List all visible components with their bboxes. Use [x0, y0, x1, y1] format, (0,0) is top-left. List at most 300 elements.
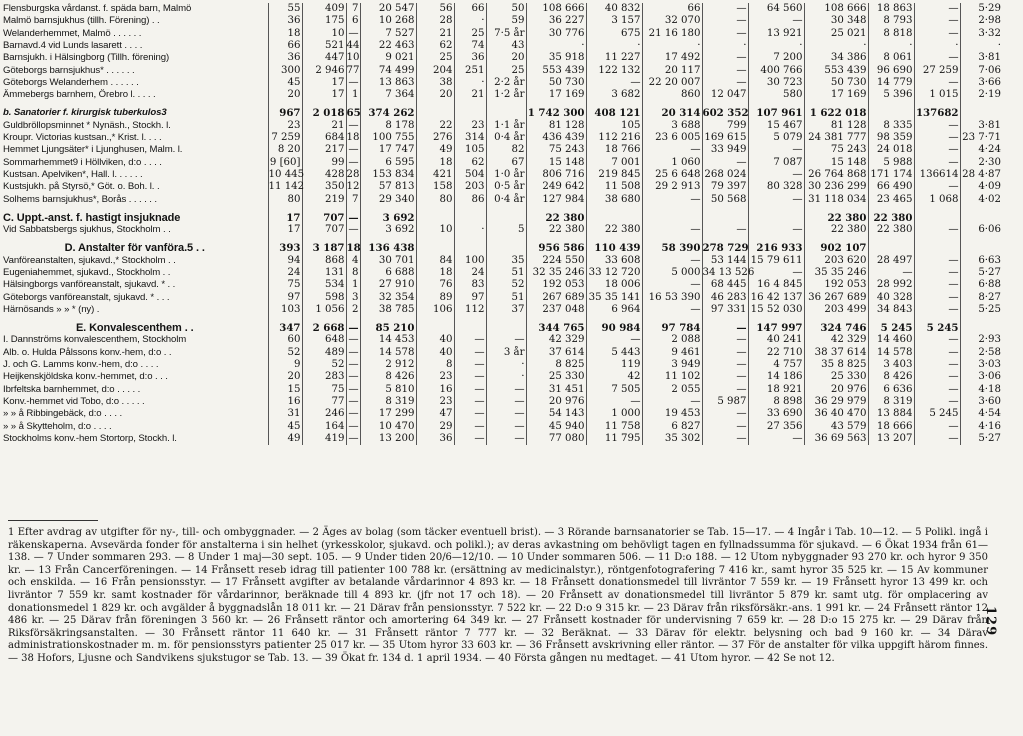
table-cell: 35 918	[526, 52, 586, 64]
table-cell: 8 319	[360, 396, 416, 408]
table-cell: 23 465	[868, 193, 914, 205]
table-cell: 7 527	[360, 28, 416, 40]
table-cell: 217	[302, 144, 346, 156]
table-cell: 1 742 300	[527, 107, 585, 120]
table-cell: 4·02	[978, 193, 1001, 205]
table-cell: 62	[416, 40, 454, 52]
table-cell: 25 330	[526, 371, 586, 383]
table-cell: 31 118 034	[804, 193, 868, 205]
table-row	[0, 255, 1002, 267]
table-cell: 2·19	[978, 89, 1001, 101]
table-cell: 707	[302, 212, 346, 224]
table-cell: 4·54	[978, 408, 1001, 420]
table-cell: 7 087	[748, 157, 804, 169]
statistics-table	[0, 3, 1002, 445]
table-cell: 97	[454, 292, 486, 304]
table-cell: 374 262	[360, 107, 416, 119]
table-cell	[960, 107, 1002, 119]
table-row	[0, 384, 1002, 396]
table-row	[0, 267, 1002, 279]
table-cell: 6·88	[978, 279, 1001, 291]
table-cell: 52	[268, 347, 302, 359]
table-cell: 66	[642, 3, 702, 15]
table-cell: 7 001	[586, 157, 642, 169]
table-cell: —	[346, 224, 360, 236]
table-cell: 3 157	[586, 15, 642, 27]
table-cell: 9 [60]	[269, 156, 301, 168]
table-cell: 33 12 720	[586, 267, 642, 279]
table-cell: 43	[486, 40, 526, 52]
table-cell	[748, 212, 804, 224]
table-cell: 3·06	[978, 371, 1001, 383]
table-cell: 32 070	[642, 15, 702, 27]
table-cell: —	[642, 304, 702, 316]
table-cell: 29 2 913	[642, 181, 702, 193]
table-row	[0, 181, 1002, 193]
table-cell: —	[868, 267, 914, 279]
table-cell: —	[702, 347, 748, 359]
institution-name: Göteborgs barnsjukhus* . . . . . .	[0, 64, 268, 76]
table-cell: 3 år	[486, 347, 526, 359]
table-cell: 7·06	[978, 64, 1001, 76]
table-cell: 251	[454, 64, 486, 76]
table-cell: —	[642, 396, 702, 408]
table-cell: —	[914, 28, 960, 40]
table-cell: ·	[997, 39, 1001, 51]
table-cell: 36 69 563	[804, 433, 868, 445]
institution-name: Ibrfeltska barnhemmet, d:o . . . . .	[0, 384, 268, 396]
table-cell: —	[346, 77, 360, 89]
table-cell: 1 622 018	[804, 107, 868, 119]
table-cell: 421	[416, 169, 454, 181]
table-cell: 868	[302, 255, 346, 267]
table-cell: 6 636	[868, 384, 914, 396]
table-cell: 18	[268, 28, 302, 40]
table-cell: 17 299	[360, 408, 416, 420]
table-cell: 18 863	[868, 3, 914, 15]
table-cell: —	[914, 224, 960, 236]
table-cell: 119	[586, 359, 642, 371]
table-cell: 34 386	[804, 52, 868, 64]
section-total-row	[0, 107, 1002, 119]
table-cell: 447	[302, 52, 346, 64]
table-cell: 3·81	[978, 52, 1001, 64]
table-row	[0, 132, 1002, 144]
table-cell: 8 178	[360, 120, 416, 132]
table-row	[0, 89, 1002, 101]
table-cell: 16 42 137	[748, 292, 804, 304]
table-cell: 42 329	[526, 334, 586, 346]
table-cell: 36 40 470	[804, 408, 868, 420]
table-cell: 1	[346, 89, 360, 101]
table-cell: 97	[268, 292, 302, 304]
table-cell: 3 688	[642, 120, 702, 132]
table-cell: 107 961	[748, 107, 804, 119]
table-cell: 17 747	[360, 144, 416, 156]
table-cell: 13 863	[360, 77, 416, 89]
section-total-row	[0, 242, 1002, 254]
table-cell: 8 335	[868, 120, 914, 132]
table-cell: —	[748, 433, 804, 445]
table-cell: 30 348	[804, 15, 868, 27]
table-cell: 54 143	[526, 408, 586, 420]
table-cell: 64 560	[748, 3, 804, 15]
table-cell: 15 52 030	[748, 304, 804, 316]
table-cell: 5 443	[586, 347, 642, 359]
table-cell: 67	[486, 157, 526, 169]
institution-name: Hälsingborgs vanföreanstalt, sjukavd. * . .	[0, 279, 268, 291]
table-row	[0, 120, 1002, 132]
table-cell: 136614	[914, 169, 960, 181]
table-cell: —	[914, 144, 960, 156]
institution-name: Göteborgs vanföreanstalt, sjukavd. * . . .	[0, 292, 268, 304]
table-cell: 489	[302, 347, 346, 359]
table-cell: 16	[416, 384, 454, 396]
table-cell: 428	[302, 169, 346, 181]
table-cell: 249 642	[526, 181, 586, 193]
table-cell: 1 068	[914, 193, 960, 205]
table-cell: —	[914, 255, 960, 267]
table-cell: 4·24	[978, 144, 1001, 156]
table-cell: 598	[302, 292, 346, 304]
table-cell: 171 174	[868, 169, 914, 181]
table-cell: 20	[268, 89, 302, 101]
table-cell: 108 666	[804, 3, 868, 15]
table-cell: —	[702, 15, 748, 27]
table-cell: ·	[642, 40, 702, 52]
table-cell: 38 680	[586, 193, 642, 205]
table-cell: 1·2 år	[486, 89, 526, 101]
table-cell: 99	[302, 157, 346, 169]
table-cell: —	[702, 421, 748, 433]
table-cell: 52	[486, 279, 526, 291]
table-cell: 25 6 648	[642, 169, 702, 181]
table-cell: 2 946	[302, 64, 346, 76]
table-cell: —	[346, 144, 360, 156]
table-cell: 7 259	[268, 132, 302, 144]
table-cell: —	[914, 267, 960, 279]
table-cell: 707	[302, 224, 346, 236]
table-cell: 42	[586, 371, 642, 383]
table-cell: 105	[454, 144, 486, 156]
table-row	[0, 15, 1002, 27]
table-cell: 14 779	[868, 77, 914, 89]
table-cell: 219	[302, 193, 346, 205]
table-cell: 51	[486, 292, 526, 304]
table-cell: ·	[454, 224, 486, 236]
table-cell: 75	[268, 279, 302, 291]
table-cell: 75	[302, 384, 346, 396]
table-cell: 9	[268, 359, 302, 371]
table-cell: 408 121	[586, 107, 642, 119]
table-cell: 14 186	[748, 371, 804, 383]
table-cell: 11 102	[642, 371, 702, 383]
table-cell: 219 845	[586, 169, 642, 181]
table-cell: —	[702, 52, 748, 64]
table-cell: 3 692	[360, 224, 416, 236]
table-cell: —	[346, 347, 360, 359]
table-cell: —	[748, 15, 804, 27]
table-cell: —	[702, 77, 748, 89]
table-cell: 393	[268, 242, 302, 254]
table-cell: —	[702, 28, 748, 40]
table-cell: 16	[268, 396, 302, 408]
table-cell: 967	[268, 107, 302, 119]
table-cell: 7	[346, 3, 360, 15]
table-cell: 22 380	[868, 224, 914, 236]
table-cell: 2 088	[642, 334, 702, 346]
institution-name: Konv.-hemmet vid Tobo, d:o . . . . .	[0, 396, 268, 408]
table-row	[0, 64, 1002, 76]
table-cell: 4·09	[978, 181, 1001, 193]
table-cell: 3 692	[360, 212, 416, 224]
table-cell: 8 793	[868, 15, 914, 27]
table-cell: 18	[346, 242, 361, 255]
table-cell: 13 921	[748, 28, 804, 40]
table-cell: 13 207	[868, 433, 914, 445]
table-cell: 8 898	[748, 396, 804, 408]
table-cell: 400 766	[748, 64, 804, 76]
table-cell: 42 329	[804, 334, 868, 346]
table-cell: —	[346, 421, 360, 433]
table-cell: 62	[454, 157, 486, 169]
table-cell: 80 328	[748, 181, 804, 193]
table-cell: 32 35 246	[526, 267, 586, 279]
institution-name: » » å Ribbingebäck, d:o . . . .	[0, 408, 268, 420]
table-cell: 8·27	[978, 291, 1001, 303]
table-cell: 21	[302, 120, 346, 132]
table-cell: 18	[416, 157, 454, 169]
table-cell: 28	[416, 15, 454, 27]
table-cell: 18 921	[748, 384, 804, 396]
institution-name: D. Anstalter för vanföra.5 . .	[0, 242, 268, 254]
table-cell: 799	[702, 120, 748, 132]
table-cell: 20	[268, 371, 302, 383]
table-cell: 8 426	[868, 371, 914, 383]
table-cell	[586, 212, 642, 224]
institution-name: J. och G. Lamms konv.-hem, d:o . . . .	[0, 359, 268, 371]
table-cell: 37	[486, 304, 526, 316]
table-cell: 806 716	[526, 169, 586, 181]
table-cell: 8 825	[526, 359, 586, 371]
table-cell: 27 259	[914, 64, 960, 76]
table-cell: 136 438	[360, 242, 416, 254]
table-cell: 84	[416, 255, 454, 267]
table-cell: —	[346, 433, 360, 445]
table-cell: ·	[702, 40, 748, 52]
table-cell: 94	[268, 255, 302, 267]
table-cell: 267 689	[526, 292, 586, 304]
table-cell: 24 018	[868, 144, 914, 156]
table-cell: 17	[268, 212, 302, 224]
table-cell: 9 021	[360, 52, 416, 64]
table-cell: 103	[268, 304, 302, 316]
table-cell: 5·27	[978, 432, 1001, 444]
institution-name: Stockholms konv.-hem Stortorp, Stockh. l.	[0, 433, 268, 445]
table-cell: 18 006	[586, 279, 642, 291]
table-cell	[416, 322, 454, 334]
table-cell: 77 080	[526, 433, 586, 445]
table-cell: 17	[302, 89, 346, 101]
table-cell: —	[454, 408, 486, 420]
footnote-rule	[8, 520, 98, 521]
table-cell: —	[454, 359, 486, 371]
table-cell: 44	[346, 39, 360, 51]
table-cell: 17 492	[642, 52, 702, 64]
institution-name: Barnsjukh. i Hälsingborg (Tillh. förening)	[0, 52, 268, 64]
table-cell: 11 508	[586, 181, 642, 193]
institution-name: Göteborgs Welanderhem . . . . . .	[0, 77, 268, 89]
table-cell: 66	[454, 3, 486, 15]
table-cell: 21	[416, 28, 454, 40]
table-cell: 40	[416, 347, 454, 359]
table-cell: 49	[416, 144, 454, 156]
table-cell: 52	[302, 359, 346, 371]
table-cell: 34 13 526	[702, 266, 755, 278]
table-cell: 6 827	[642, 421, 702, 433]
table-cell: 18	[416, 267, 454, 279]
table-cell: 521	[302, 40, 346, 52]
table-cell: 1	[346, 279, 360, 291]
table-cell: 684	[302, 132, 346, 144]
table-cell: 10 268	[360, 15, 416, 27]
table-cell: 9 461	[642, 347, 702, 359]
table-cell: —	[346, 371, 360, 383]
table-row	[0, 77, 1002, 89]
table-cell: 28 992	[868, 279, 914, 291]
table-cell: —	[914, 421, 960, 433]
table-cell: 2 018	[302, 107, 346, 119]
table-cell: 3 403	[868, 359, 914, 371]
table-cell: ·	[454, 15, 486, 27]
table-cell: 16 4 845	[748, 279, 804, 291]
table-cell: —	[914, 359, 960, 371]
table-cell: 8	[346, 267, 360, 279]
table-cell: 283	[302, 371, 346, 383]
table-cell: ·	[486, 371, 526, 383]
table-cell: 112	[454, 304, 486, 316]
table-cell: 110 439	[586, 242, 642, 254]
table-cell: —	[702, 224, 748, 236]
table-cell	[454, 107, 486, 119]
table-cell: 25 330	[804, 371, 868, 383]
table-cell: 60	[268, 334, 302, 346]
table-cell: 246	[302, 408, 346, 420]
table-cell: 580	[748, 89, 804, 101]
table-cell: 98 359	[868, 132, 914, 144]
table-cell: 30 701	[360, 255, 416, 267]
table-row	[0, 40, 1002, 52]
table-cell: 96 690	[868, 64, 914, 76]
table-cell: 5 810	[360, 384, 416, 396]
table-cell: —	[346, 28, 360, 40]
table-cell	[486, 242, 526, 254]
table-cell: 74 499	[360, 64, 416, 76]
table-cell: 36 267 689	[804, 292, 868, 304]
table-cell: 53 144	[702, 255, 748, 267]
table-cell: 22 20 007	[642, 77, 702, 89]
table-cell: —	[914, 304, 960, 316]
table-cell: 22	[416, 120, 454, 132]
table-cell: 5·27	[978, 266, 1001, 278]
table-cell: 5 396	[868, 89, 914, 101]
table-cell: 276	[416, 132, 454, 144]
table-cell: 534	[302, 279, 346, 291]
table-cell: 38 37 614	[804, 347, 868, 359]
table-row	[0, 52, 1002, 64]
table-cell: 7 200	[748, 52, 804, 64]
table-cell: 3·03	[978, 359, 1001, 371]
table-cell: 3·81	[978, 119, 1001, 131]
table-cell: 35 8 825	[804, 359, 868, 371]
table-cell: 57 813	[360, 181, 416, 193]
institution-name: b. Sanatorier f. kirurgisk tuberkulos3	[0, 107, 268, 119]
table-cell: 15 148	[526, 157, 586, 169]
table-cell: 100	[454, 255, 486, 267]
institution-name: Härnösands » » * (ny) .	[0, 304, 268, 316]
table-cell: 860	[642, 89, 702, 101]
table-row	[0, 224, 1002, 236]
table-cell: —	[914, 157, 960, 169]
table-cell: 22 380	[804, 212, 868, 224]
table-cell: 25	[486, 64, 526, 76]
table-cell: 50 568	[702, 193, 748, 205]
table-cell: 0·4 år	[486, 193, 526, 205]
table-cell: 35 35 246	[804, 267, 868, 279]
table-cell: 10 470	[360, 421, 416, 433]
table-cell: 300	[268, 64, 302, 76]
table-cell: 3	[346, 292, 360, 304]
table-cell: 278 729	[702, 242, 749, 255]
table-cell: —	[748, 169, 804, 181]
table-cell: 8	[416, 359, 454, 371]
table-cell: —	[346, 408, 360, 420]
table-cell	[702, 212, 748, 224]
institution-name: Malmö barnsjukhus (tillh. Förening) . .	[0, 15, 268, 27]
table-cell: 14 460	[868, 334, 914, 346]
table-cell: 27 910	[360, 279, 416, 291]
table-cell: —	[914, 396, 960, 408]
table-cell: 75 243	[804, 144, 868, 156]
table-cell	[486, 212, 526, 224]
table-cell: 76	[416, 279, 454, 291]
table-cell: 1·0 år	[486, 169, 526, 181]
table-cell: 3 187	[302, 242, 346, 254]
footnotes: 1 Efter avdrag av utgifter för ny-, till- och ombyggnader. — 2 Äges av bolag (som täcker eventuell brist). — 3 Rörande barnsanatorier se Tab. 15—17. — 4 Ingår i Tab. 10—12. — 5 Polikl. ingå i räkenskaperna. Avsevärda fonder för anstalterna i sin helhet (yrkesskolor, sjukavd. och polikl.); av deras avkastning om behövligt tagen en fyllnadssumma för sjukavd. — 6 Ökat 1934 från 61—138. — 7 Under sommaren 293. — 8 Under 1 maj—30 sept. 105. — 9 Under tiden 20/6—12/10. — 10 Under sommaren 506. — 11 D:o 188. — 12 Utom nybyggnader 93 270 kr. och hyror 9 350 kr. — 13 Från Cancerföreningen. — 14 Frånsett reseb idrag till patienter 100 788 kr. (ersättning av medicinalstyr.), röntgenfotografering 7 416 kr., samt hyror 35 525 kr. — 15 Av kommuner och enskilda. — 16 Från pensionsstyr. — 17 Frånsett avgifter av betalande vårdarinnor 4 893 kr. — 18 Frånsett donationsmedel till livräntor 7 559 kr. — 19 Frånsett hyror 13 499 kr. och livräntor 7 559 kr. samt kostnader för vårdarinnor, beräknade till 4 893 kr. (jfr not 17 och 18). — 20 Frånsett av donationsmedel till livräntor 5 879 kr. samt utg. för omplacering av donationsmedel 1 829 kr. och avgälder å byggnadslån 18 011 kr. — 21 Därav från pensionsstyr. 7 522 kr. — 22 D:o 9 315 kr. — 23 Därav från riksförsäkr.-ans. 1 991 kr. — 24 Frånsett räntor 12 486 kr. — 25 Därav från föreningen 3 560 kr. — 26 Frånsett räntor och amortering 64 349 kr. — 27 Frånsett kostnader för undervisning 7 659 kr. — 28 D:o 15 275 kr. — 29 Därav från Riksförsäkringsanstalten. — 30 Frånsett räntor 11 640 kr. — 31 Frånsett räntor 7 777 kr. — 32 Beräknat. — 33 Därav för elektr. belysning och bad 9 160 kr. — 34 Därav administrationskostnader m. m. för pensionsstyrs patienter 25 017 kr. — 35 Utom hyror 33 603 kr. — 36 Frånsett avskrivning eller räntor. — 37 För de anstalter för vilka uppgift härom finnes. — 38 Hofors, Ljusne och Sandvikens sjukstugor se Tab. 13. — 39 Ökat fr. 134 d. 1 april 1934. — 40 Första gången nu medtaget. — 41 Utom hyror. — 42 Se not 12.	[8, 527, 988, 664]
table-cell: 5 000	[642, 267, 702, 279]
table-row	[0, 193, 1002, 205]
table-cell: 17 169	[526, 89, 586, 101]
table-cell: 22 380	[804, 224, 868, 236]
table-row	[0, 371, 1002, 383]
table-row	[0, 396, 1002, 408]
table-cell: 192 053	[804, 279, 868, 291]
table-cell: —	[454, 334, 486, 346]
table-cell: 8 818	[868, 28, 914, 40]
table-cell: 5	[486, 224, 526, 236]
table-cell	[416, 107, 454, 119]
table-cell: 6 688	[360, 267, 416, 279]
table-cell: 14 453	[360, 334, 416, 346]
table-cell: 203 620	[804, 255, 868, 267]
table-cell: 89	[416, 292, 454, 304]
table-cell: —	[642, 279, 702, 291]
table-cell: 314	[454, 132, 486, 144]
table-cell	[486, 107, 526, 119]
table-cell: 20 976	[804, 384, 868, 396]
table-cell	[960, 212, 1002, 224]
institution-name: » » å Skytteholm, d:o . . . .	[0, 421, 268, 433]
